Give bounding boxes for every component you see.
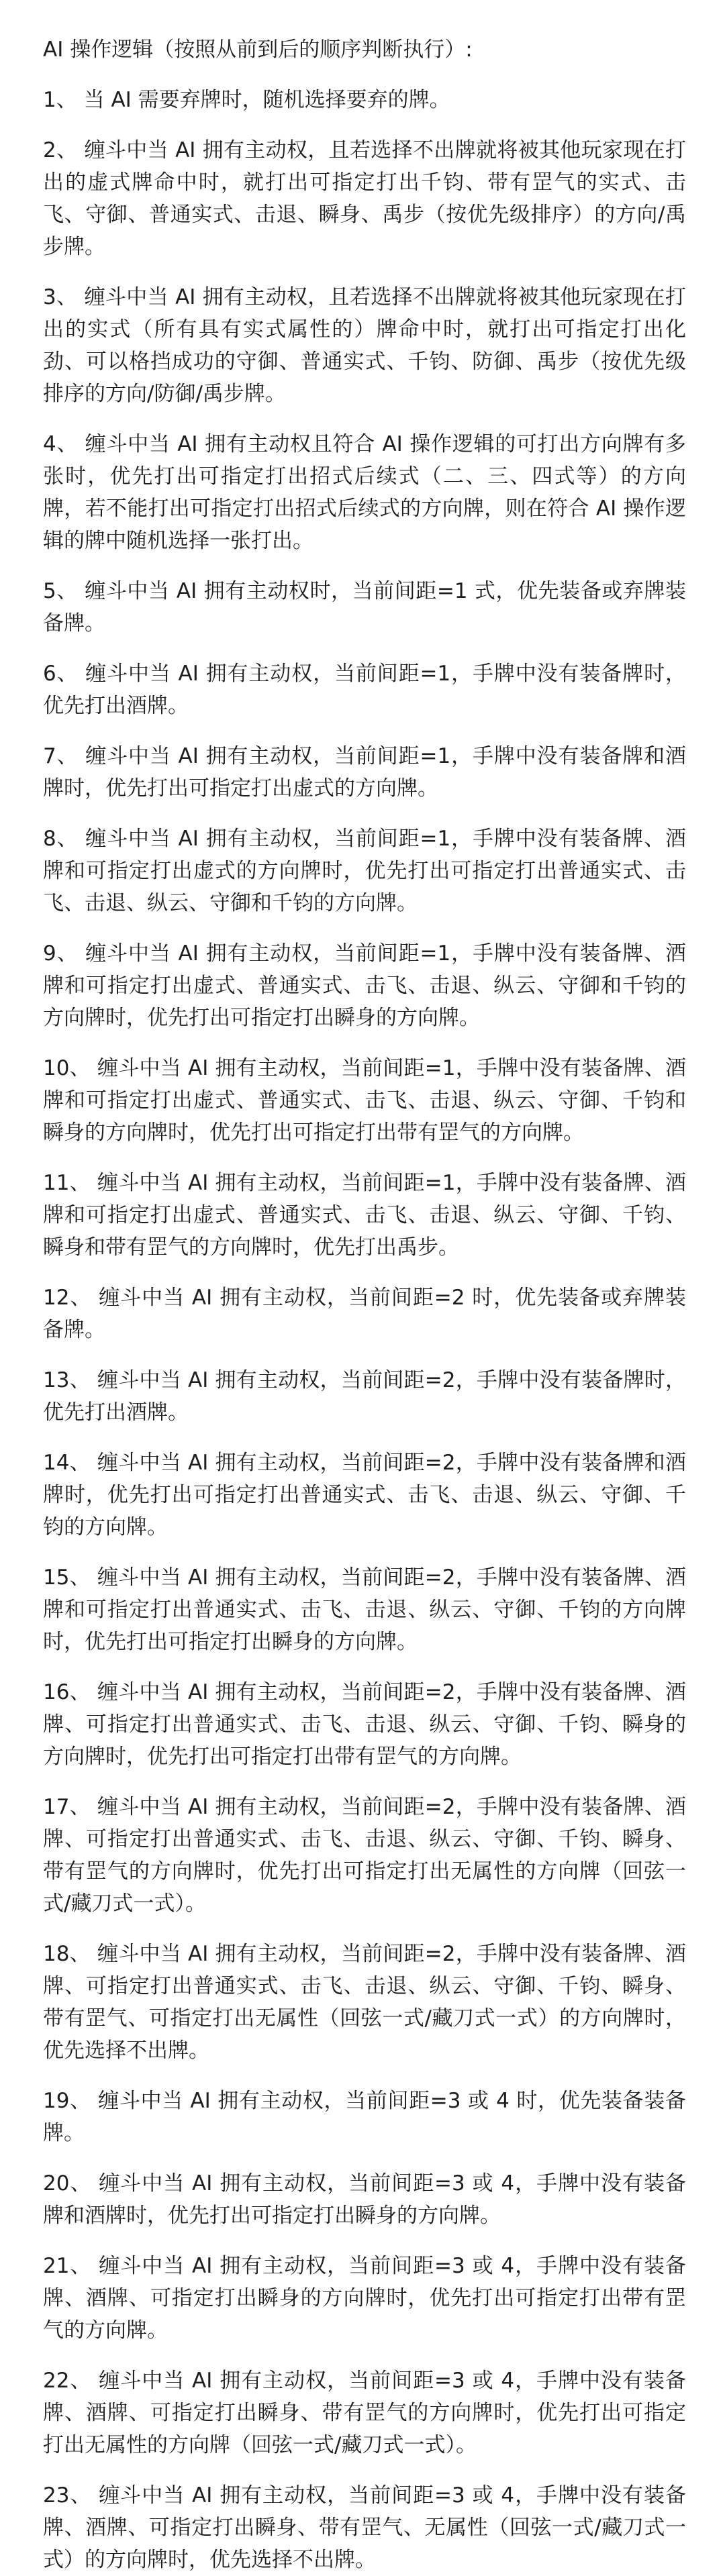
rule-number: 10、 [43, 1056, 91, 1080]
rule-text: 缠斗中当 AI 拥有主动权且符合 AI 操作逻辑的可打出方向牌有多张时，优先打出可指定打出招式后续式（二、三、四式等）的方向牌，若不能打出可指定打出招式后续式的方向牌，则在符合 AI 操作逻辑的牌中随机选择一张打出。 [43, 432, 686, 553]
rule-number: 1、 [43, 88, 77, 112]
rule-number: 5、 [43, 579, 78, 603]
rule-text: 缠斗中当 AI 拥有主动权，当前间距=1，手牌中没有装备牌、酒牌和可指定打出虚式、普通实式、击飞、击退、纵云、守御、千钧、瞬身和带有罡气的方向牌时，优先打出禹步。 [43, 1171, 687, 1259]
rule-text: 缠斗中当 AI 拥有主动权，当前间距=3 或 4，手牌中没有装备牌、酒牌、可指定打出瞬身的方向牌时，优先打出可指定打出带有罡气的方向牌。 [43, 2254, 686, 2342]
rule-number: 19、 [43, 2089, 91, 2113]
rule-list [43, 84, 686, 2576]
rule-text: 缠斗中当 AI 拥有主动权时，当前间距=1 式，优先装备或弃牌装备牌。 [43, 579, 686, 635]
rule-text: 缠斗中当 AI 拥有主动权，当前间距=3 或 4，手牌中没有装备牌、酒牌、可指定打出瞬身、带有罡气的方向牌时，优先打出可指定打出无属性的方向牌（回弦一式/藏刀式一式）。 [43, 2369, 686, 2457]
rule-number: 7、 [43, 744, 79, 768]
rule-text: 缠斗中当 AI 拥有主动权，当前间距=1，手牌中没有装备牌、酒牌和可指定打出虚式、普通实式、击飞、击退、纵云、守御和千钧的方向牌时，优先打出可指定打出瞬身的方向牌。 [43, 941, 687, 1030]
rule-number: 14、 [43, 1451, 91, 1475]
rule-number: 9、 [43, 941, 79, 966]
rule-number: 2、 [43, 138, 78, 162]
rule-item [43, 575, 686, 639]
rule-number: 13、 [43, 1368, 91, 1392]
rule-item [43, 1447, 686, 1543]
rule-item [43, 658, 686, 722]
rule-text: 缠斗中当 AI 拥有主动权，当前间距=3 或 4，手牌中没有装备牌和酒牌时，优先打出可指定打出瞬身的方向牌。 [43, 2171, 686, 2228]
rule-text: 缠斗中当 AI 拥有主动权，当前间距=1，手牌中没有装备牌和酒牌时，优先打出可指定打出虚式的方向牌。 [43, 744, 687, 801]
rule-item [43, 1167, 686, 1264]
rule-text: 缠斗中当 AI 拥有主动权，当前间距=2，手牌中没有装备牌和酒牌时，优先打出可指定打出普通实式、击飞、击退、纵云、守御、千钧的方向牌。 [43, 1451, 687, 1539]
rule-item [43, 134, 686, 263]
document-title: AI 操作逻辑（按照从前到后的顺序判断执行）: [43, 38, 473, 62]
rule-text: 缠斗中当 AI 拥有主动权，当前间距=1，手牌中没有装备牌、酒牌和可指定打出虚式的方向牌时，优先打出可指定打出普通实式、击飞、击退、纵云、守御和千钧的方向牌。 [43, 827, 687, 915]
rule-number: 22、 [43, 2369, 92, 2393]
rule-text: 缠斗中当 AI 拥有主动权，当前间距=1，手牌中没有装备牌、酒牌和可指定打出虚式、普通实式、击飞、击退、纵云、守御、千钧和瞬身的方向牌时，优先打出可指定打出带有罡气的方向牌。 [43, 1056, 687, 1145]
rule-text: 缠斗中当 AI 拥有主动权，当前间距=2，手牌中没有装备牌、酒牌、可指定打出普通实式、击飞、击退、纵云、守御、千钧、瞬身的方向牌时，优先打出可指定打出带有罡气的方向牌。 [43, 1680, 687, 1769]
rule-item [43, 1561, 686, 1658]
rule-text: 缠斗中当 AI 拥有主动权，且若选择不出牌就将被其他玩家现在打出的实式（所有具有实式属性的）牌命中时，就打出可指定打出化劲、可以格挡成功的守御、普通实式、千钧、防御、禹步（按优先级排序的方向/防御/禹步牌。 [43, 285, 686, 406]
rule-number: 4、 [43, 432, 79, 456]
rule-item [43, 740, 686, 805]
rule-item [43, 428, 686, 557]
rule-item [43, 84, 686, 116]
rule-item [43, 2365, 686, 2461]
rule-text: 缠斗中当 AI 拥有主动权，且若选择不出牌就将被其他玩家现在打出的虚式牌命中时，就打出可指定打出千钧、带有罡气的实式、击飞、守御、普通实式、击退、瞬身、禹步（按优先级排序）的方向/禹步牌。 [43, 138, 686, 259]
rule-text: 缠斗中当 AI 拥有主动权，当前间距=1，手牌中没有装备牌时，优先打出酒牌。 [43, 662, 687, 718]
rule-item [43, 1676, 686, 1773]
rule-item [43, 937, 686, 1034]
rule-item [43, 2085, 686, 2149]
rule-item [43, 2167, 686, 2232]
rule-item [43, 823, 686, 919]
rule-item [43, 1364, 686, 1429]
rule-number: 21、 [43, 2254, 92, 2278]
rule-number: 6、 [43, 662, 79, 686]
rule-text: 缠斗中当 AI 拥有主动权，当前间距=3 或 4，手牌中没有装备牌、酒牌、可指定打出瞬身、带有罡气、无属性（回弦一式/藏刀式一式）的方向牌时，优先选择不出牌。 [43, 2483, 686, 2572]
rule-item [43, 1791, 686, 1920]
rule-number: 15、 [43, 1565, 91, 1590]
rule-text: 缠斗中当 AI 拥有主动权，当前间距=2，手牌中没有装备牌、酒牌、可指定打出普通实式、击飞、击退、纵云、守御、千钧、瞬身、带有罡气、可指定打出无属性（回弦一式/藏刀式一式）的方向牌时，优先选择不出牌。 [43, 1942, 687, 2063]
rule-text: 当 AI 需要弃牌时，随机选择要弃的牌。 [77, 88, 450, 112]
rule-number: 11、 [43, 1171, 91, 1195]
rule-item [43, 1938, 686, 2067]
rule-item [43, 2250, 686, 2347]
rule-number: 17、 [43, 1795, 91, 1819]
rule-item [43, 1052, 686, 1149]
rule-text: 缠斗中当 AI 拥有主动权，当前间距=3 或 4 时，优先装备装备牌。 [43, 2089, 686, 2145]
rule-item [43, 2479, 686, 2576]
rule-item [43, 281, 686, 410]
rule-number: 18、 [43, 1942, 91, 1966]
rule-item [43, 1282, 686, 1346]
rule-text: 缠斗中当 AI 拥有主动权，当前间距=2，手牌中没有装备牌时，优先打出酒牌。 [43, 1368, 687, 1425]
rule-number: 23、 [43, 2483, 92, 2508]
rule-text: 缠斗中当 AI 拥有主动权，当前间距=2，手牌中没有装备牌、酒牌、可指定打出普通实式、击飞、击退、纵云、守御、千钧、瞬身、带有罡气的方向牌时，优先打出可指定打出无属性的方向牌（回弦一式/藏刀式一式）。 [43, 1795, 687, 1916]
rule-number: 20、 [43, 2171, 92, 2196]
rule-number: 16、 [43, 1680, 91, 1704]
rule-number: 3、 [43, 285, 78, 309]
rule-number: 8、 [43, 827, 79, 851]
rule-number: 12、 [43, 1286, 92, 1310]
rule-text: 缠斗中当 AI 拥有主动权，当前间距=2，手牌中没有装备牌、酒牌和可指定打出普通实式、击飞、击退、纵云、守御、千钧的方向牌时，优先打出可指定打出瞬身的方向牌。 [43, 1565, 687, 1654]
rule-text: 缠斗中当 AI 拥有主动权，当前间距=2 时，优先装备或弃牌装备牌。 [43, 1286, 686, 1342]
